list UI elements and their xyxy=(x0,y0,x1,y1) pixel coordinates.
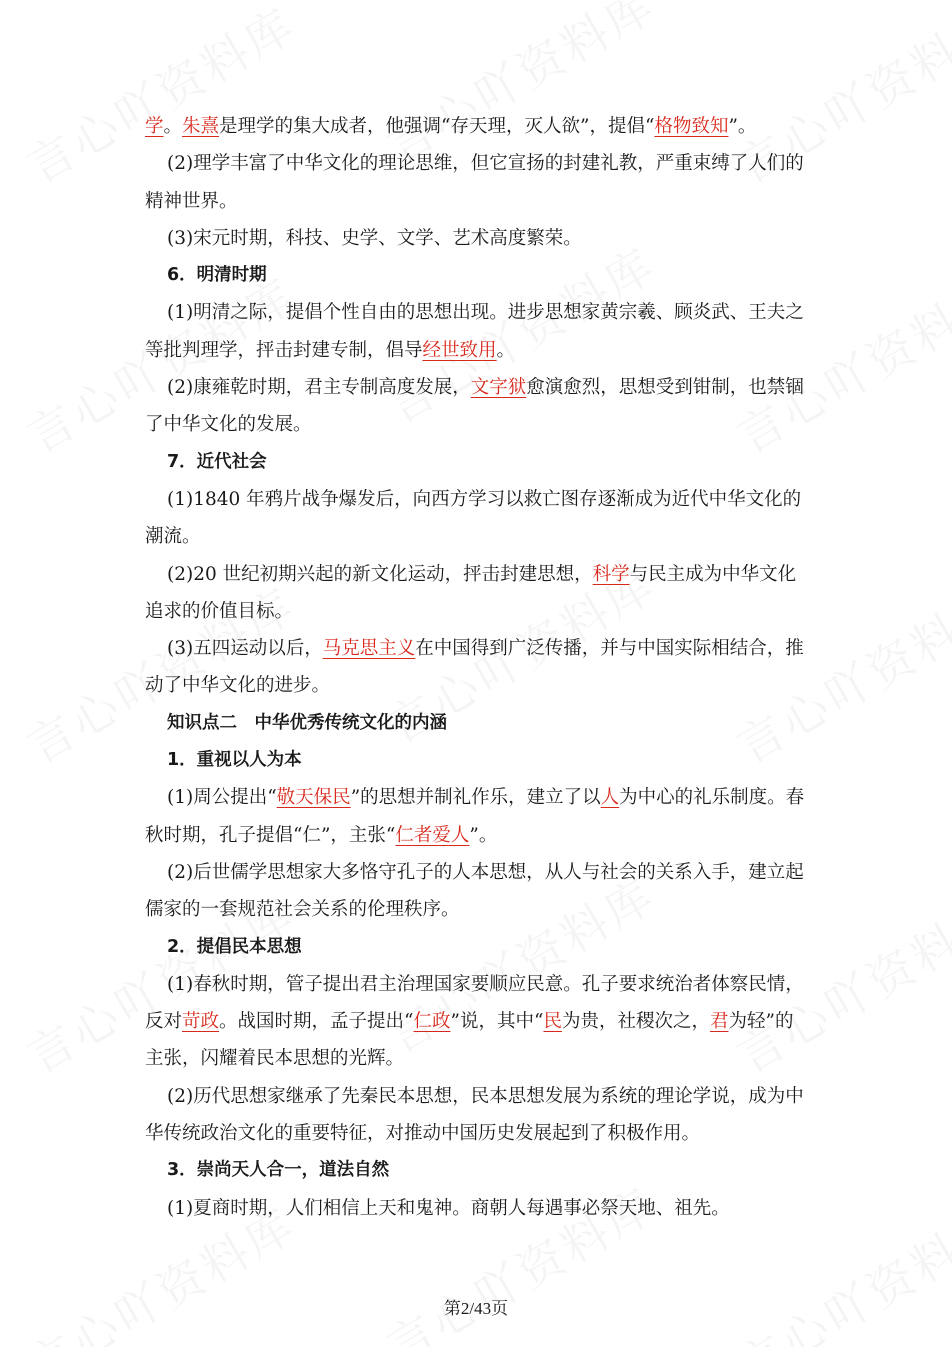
text-run: 知识点二 中华优秀传统文化的内涵 xyxy=(167,712,447,733)
text-run: (3)五四运动以后， xyxy=(167,638,323,660)
text-run: (2)20 世纪初期兴起的新文化运动，抨击封建思想， xyxy=(167,563,593,585)
text-run: (1)明清之际，提倡个性自由的思想出现。进步思想家黄宗羲、顾炎武、王夫之等批判理学，抨击封建专制，倡导 xyxy=(145,302,804,361)
section-heading xyxy=(145,257,810,294)
text-run: 7．近代社会 xyxy=(167,451,267,472)
text-run: 为中心的礼乐制度。春秋时期，孔子提倡“仁”，主张“ xyxy=(145,787,805,846)
answer-keyword: 民 xyxy=(543,1011,562,1033)
section-heading xyxy=(145,444,810,481)
text-run: 在中国得到广泛传播，并与中国实际相结合，推动了中华文化的进步。 xyxy=(145,638,804,697)
answer-keyword: 敬天保民 xyxy=(276,787,351,809)
text-run: 1．重视以人为本 xyxy=(167,750,302,771)
paragraph xyxy=(145,145,810,220)
text-run: (2)后世儒学思想家大多恪守孔子的人本思想，从人与社会的关系入手，建立起儒家的一套规范社会关系的伦理秩序。 xyxy=(145,861,804,921)
answer-keyword: 人 xyxy=(600,787,620,809)
text-run: 2．提倡民本思想 xyxy=(167,936,302,957)
section-heading xyxy=(145,742,810,779)
paragraph xyxy=(145,556,810,631)
text-run: 3．崇尚天人合一，道法自然 xyxy=(167,1160,390,1181)
text-run: (1)周公提出“ xyxy=(167,787,277,809)
answer-keyword: 学 xyxy=(145,116,164,137)
paragraph xyxy=(145,369,810,444)
text-run: ”的思想并制礼作乐，建立了以 xyxy=(350,787,601,809)
paragraph xyxy=(145,220,810,257)
answer-keyword: 仁政 xyxy=(413,1011,451,1033)
text-run: 为轻”的主张，闪耀着民本思想的光辉。 xyxy=(145,1011,794,1070)
section-heading xyxy=(145,705,810,742)
text-run: (1)夏商时期，人们相信上天和鬼神。商朝人每遇事必祭天地、祖先。 xyxy=(167,1197,730,1219)
text-run: 。 xyxy=(496,339,516,361)
paragraph xyxy=(145,108,810,145)
text-run: 与民主成为中华文化追求的价值目标。 xyxy=(145,563,797,622)
text-run: (2)康雍乾时期，君主专制高度发展， xyxy=(167,377,471,399)
paragraph xyxy=(145,1078,810,1153)
answer-keyword: 马克思主义 xyxy=(322,638,416,660)
text-run: 是理学的集大成者，他强调“存天理，灭人欲”，提倡“ xyxy=(219,116,655,137)
answer-keyword: 君 xyxy=(709,1011,729,1033)
paragraph xyxy=(145,294,810,369)
paragraph xyxy=(145,481,810,556)
answer-keyword: 仁者爱人 xyxy=(395,824,470,846)
answer-keyword: 科学 xyxy=(592,563,630,585)
text-run: ”。 xyxy=(469,824,498,846)
answer-keyword: 经世致用 xyxy=(422,339,497,361)
text-run: (2)历代思想家继承了先秦民本思想，民本思想发展为系统的理论学说，成为中华传统政治文化的重要特征，对推动中国历史发展起到了积极作用。 xyxy=(145,1085,804,1145)
text-run: 6．明清时期 xyxy=(167,265,267,286)
answer-keyword: 苛政 xyxy=(182,1011,220,1033)
section-heading xyxy=(145,1152,810,1189)
text-run: 。战国时期，孟子提出“ xyxy=(219,1011,414,1033)
paragraph xyxy=(145,630,810,705)
answer-keyword: 朱熹 xyxy=(182,116,220,137)
text-run: (1)1840 年鸦片战争爆发后，向西方学习以救亡图存逐渐成为近代中华文化的潮流。 xyxy=(145,488,802,548)
paragraph xyxy=(145,779,810,854)
text-run: (2)理学丰富了中华文化的理论思维，但它宣扬的封建礼教，严重束缚了人们的精神世界。 xyxy=(145,153,804,212)
text-run: (1)春秋时期，管子提出君主治理国家要顺应民意。孔子要求统治者体察民情，反对 xyxy=(145,973,804,1033)
section-heading xyxy=(145,929,810,966)
text-run: 。 xyxy=(163,116,183,137)
text-run: ”。 xyxy=(728,116,757,137)
paragraph xyxy=(145,854,810,929)
paragraph xyxy=(145,966,810,1078)
text-run: (3)宋元时期，科技、史学、文学、艺术高度繁荣。 xyxy=(167,227,582,249)
text-run: 为贵，社稷次之， xyxy=(561,1011,710,1033)
text-run: 愈演愈烈，思想受到钳制，也禁锢了中华文化的发展。 xyxy=(145,377,804,436)
page-number: 第2/43页 xyxy=(443,1299,509,1318)
answer-keyword: 文字狱 xyxy=(470,377,527,399)
text-run: ”说，其中“ xyxy=(450,1011,544,1033)
answer-keyword: 格物致知 xyxy=(654,116,729,137)
paragraph xyxy=(145,1190,810,1227)
document-body xyxy=(145,108,810,1227)
